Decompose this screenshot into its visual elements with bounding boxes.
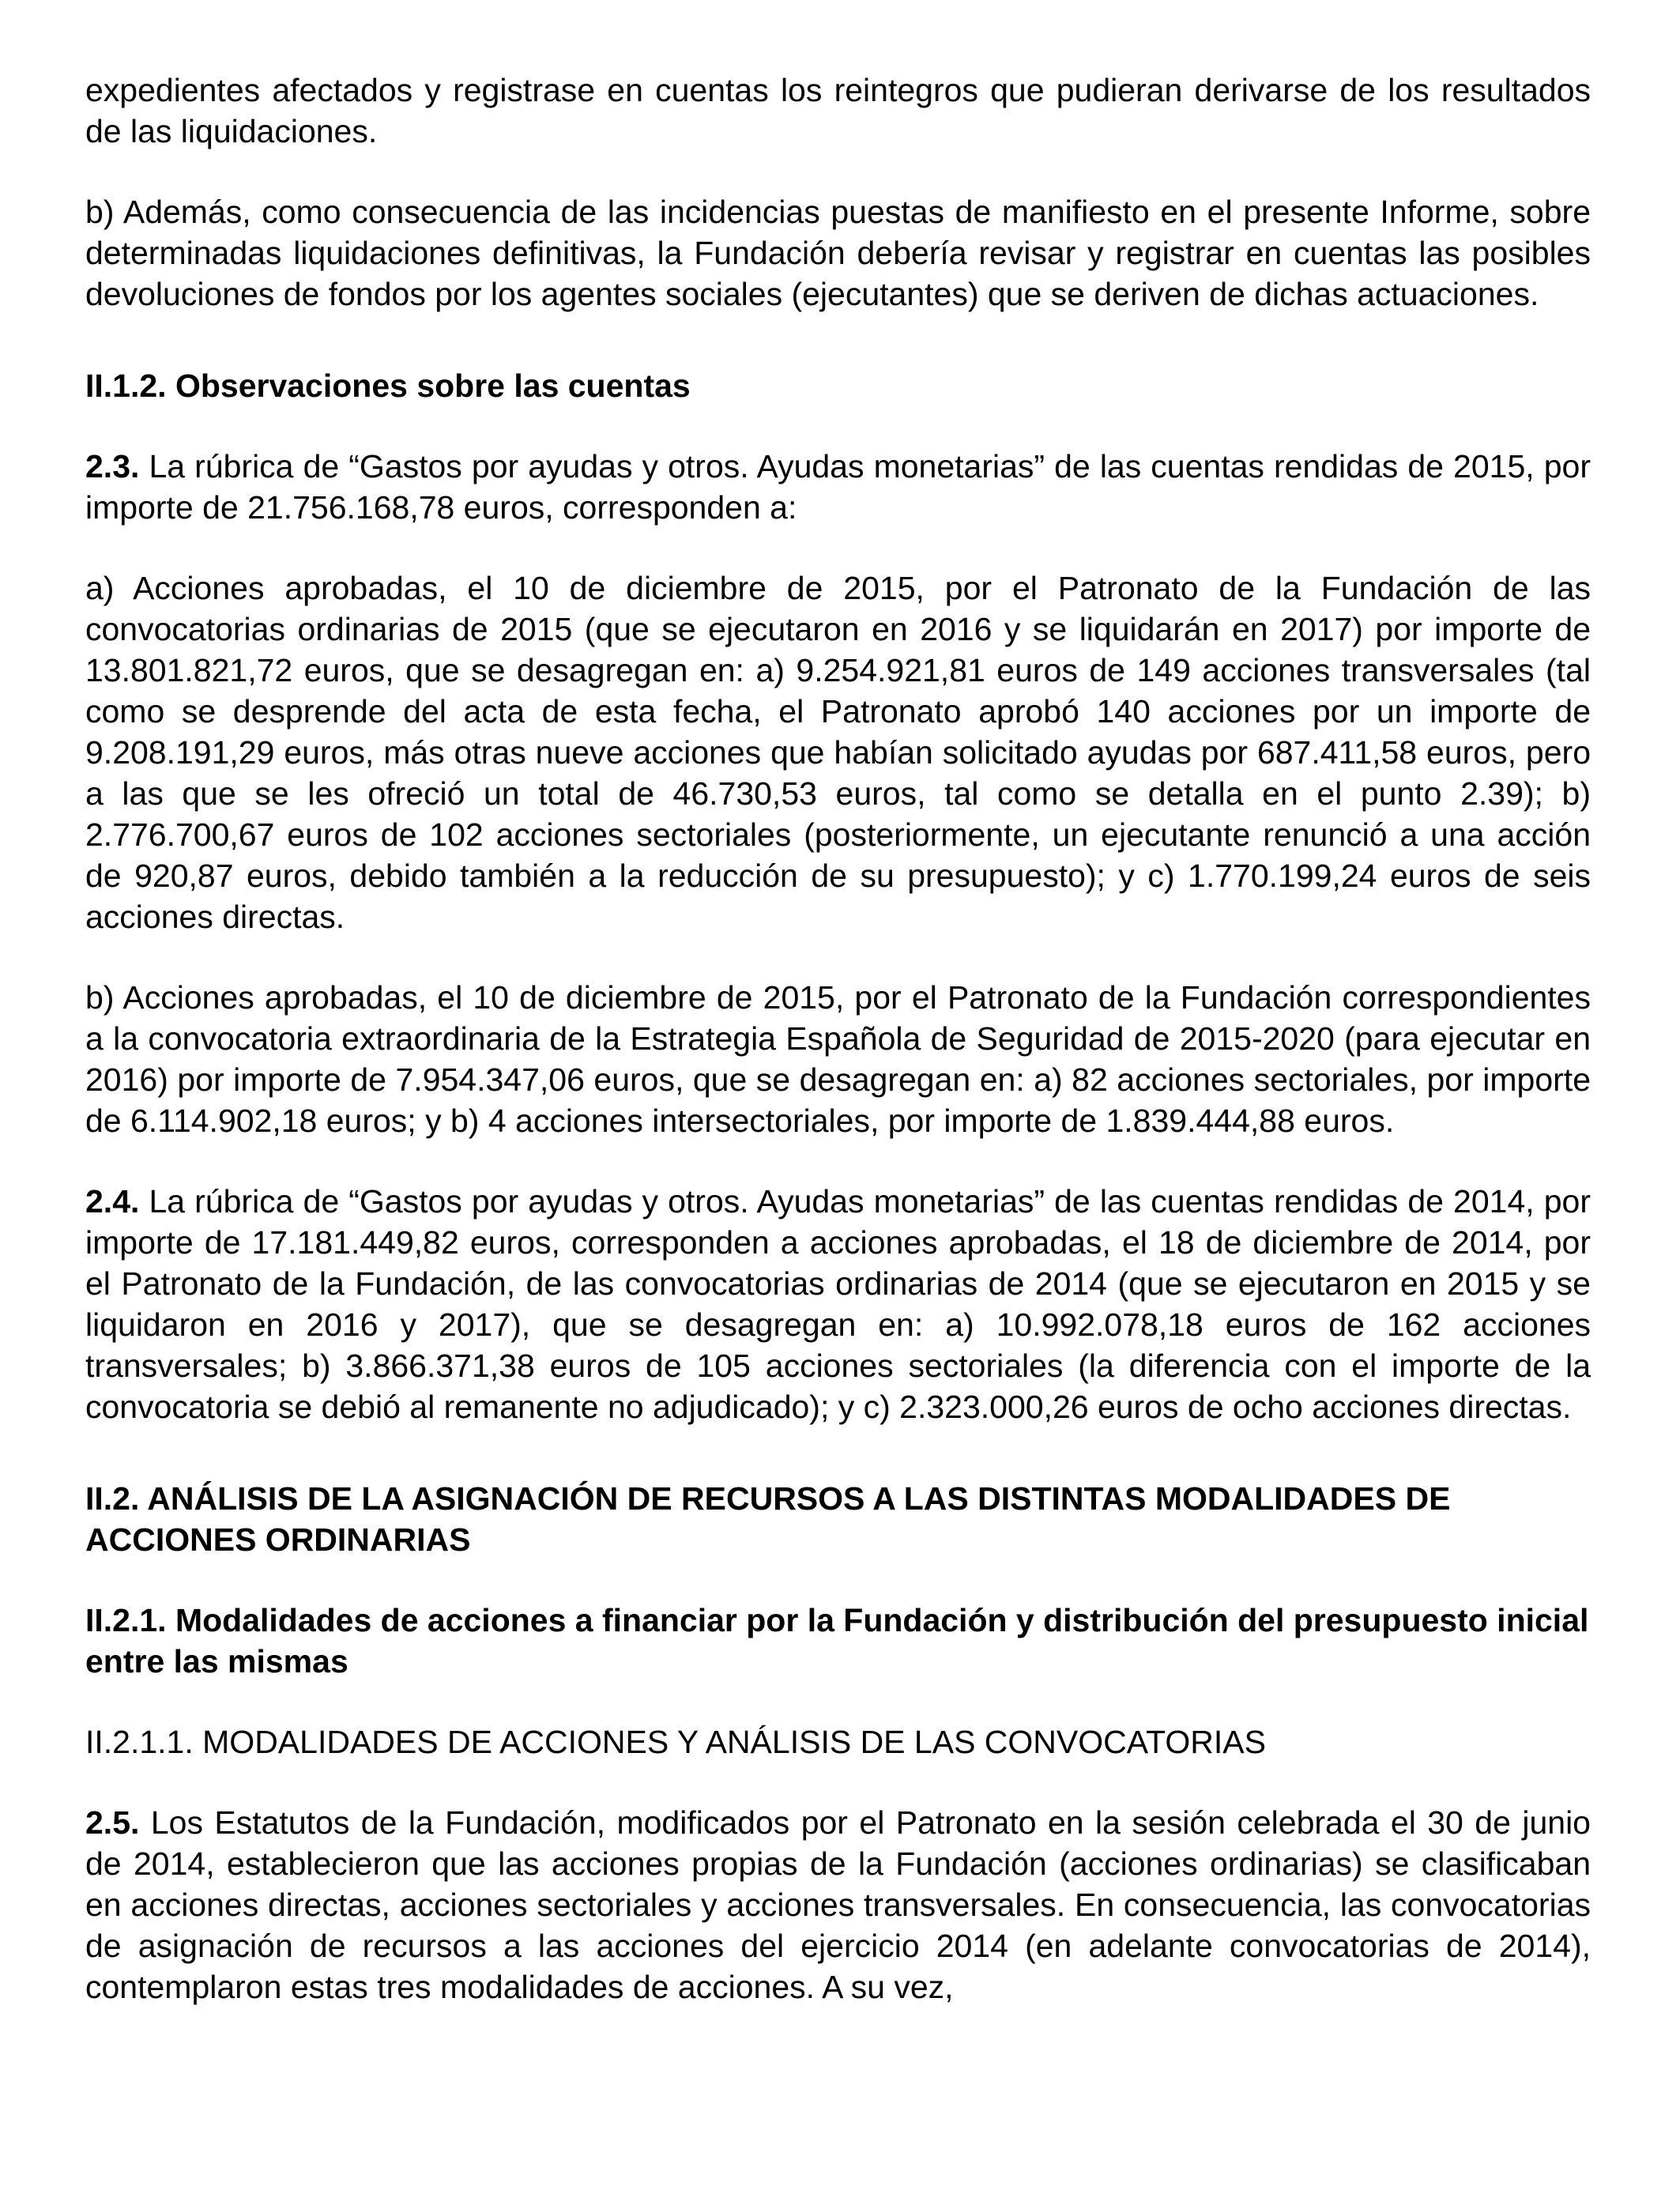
document-page	[85, 70, 1591, 2007]
paragraph-number: 2.3.	[85, 448, 140, 484]
paragraph-intro: expedientes afectados y registrase en cuentas los reintegros que pudieran derivarse de los resultados de las liquidaciones.	[85, 72, 1591, 149]
paragraph-text: Los Estatutos de la Fundación, modificados por el Patronato en la sesión celebrada el 30 de junio de 2014, establecieron que las acciones propias de la Fundación (acciones ordinarias) se clasificaban en acciones directas, acciones sectoriales y acciones transversales. En consecuencia, las convocatorias de asignación de recursos a las acciones del ejercicio 2014 (en adelante convocatorias de 2014), contemplaron estas tres modalidades de acciones. A su vez,	[85, 1804, 1591, 2005]
paragraph-2-3	[85, 446, 1591, 528]
section-heading-ii-2-1: II.2.1. Modalidades de acciones a financiar por la Fundación y distribución del presupuesto inicial entre las mismas	[85, 1602, 1589, 1679]
paragraph-text: La rúbrica de “Gastos por ayudas y otros. Ayudas monetarias” de las cuentas rendidas de 2014, por importe de 17.181.449,82 euros, corresponden a acciones aprobadas, el 18 de diciembre de 2014, por el Patronato de la Fundación, de las convocatorias ordinarias de 2014 (que se ejecutaron en 2015 y se liquidaron en 2016 y 2017), que se desagregan en: a) 10.992.078,18 euros de 162 acciones transversales; b) 3.866.371,38 euros de 105 acciones sectoriales (la diferencia con el importe de la convocatoria se debió al remanente no adjudicado); y c) 2.323.000,26 euros de ocho acciones directas.	[85, 1183, 1591, 1425]
paragraph-2-5	[85, 1802, 1591, 2007]
paragraph-text: La rúbrica de “Gastos por ayudas y otros. Ayudas monetarias” de las cuentas rendidas de 2015, por importe de 21.756.168,78 euros, corresponden a:	[85, 448, 1591, 526]
paragraph-2-3-a: a) Acciones aprobadas, el 10 de diciembre de 2015, por el Patronato de la Fundación de las convocatorias ordinarias de 2015 (que se ejecutaron en 2016 y se liquidarán en 2017) por importe de 13.801.821,72 euros, que se desagregan en: a) 9.254.921,81 euros de 149 acciones transversales (tal como se desprende del acta de esta fecha, el Patronato aprobó 140 acciones por un importe de 9.208.191,29 euros, más otras nueve acciones que habían solicitado ayudas por 687.411,58 euros, pero a las que se les ofreció un total de 46.730,53 euros, tal como se detalla en el punto 2.39); b) 2.776.700,67 euros de 102 acciones sectoriales (posteriormente, un ejecutante renunció a una acción de 920,87 euros, debido también a la reducción de su presupuesto); y c) 1.770.199,24 euros de seis acciones directas.	[85, 570, 1591, 935]
section-heading-ii-2-1-1: II.2.1.1. MODALIDADES DE ACCIONES Y ANÁLISIS DE LAS CONVOCATORIAS	[85, 1724, 1266, 1760]
paragraph-number: 2.4.	[85, 1183, 140, 1220]
section-heading-ii-2: II.2. ANÁLISIS DE LA ASIGNACIÓN DE RECURSOS A LAS DISTINTAS MODALIDADES DE ACCIONES ORDINARIAS	[85, 1480, 1451, 1558]
paragraph-2-4	[85, 1181, 1591, 1427]
paragraph-number: 2.5.	[85, 1804, 140, 1841]
paragraph-b-recommendation: b) Además, como consecuencia de las incidencias puestas de manifiesto en el presente Informe, sobre determinadas liquidaciones definitivas, la Fundación debería revisar y registrar en cuentas las posibles devoluciones de fondos por los agentes sociales (ejecutantes) que se deriven de dichas actuaciones.	[85, 194, 1591, 312]
section-heading-ii-1-2: II.1.2. Observaciones sobre las cuentas	[85, 368, 691, 404]
paragraph-2-3-b: b) Acciones aprobadas, el 10 de diciembre de 2015, por el Patronato de la Fundación correspondientes a la convocatoria extraordinaria de la Estrategia Española de Seguridad de 2015-2020 (para ejecutar en 2016) por importe de 7.954.347,06 euros, que se desagregan en: a) 82 acciones sectoriales, por importe de 6.114.902,18 euros; y b) 4 acciones intersectoriales, por importe de 1.839.444,88 euros.	[85, 979, 1591, 1139]
